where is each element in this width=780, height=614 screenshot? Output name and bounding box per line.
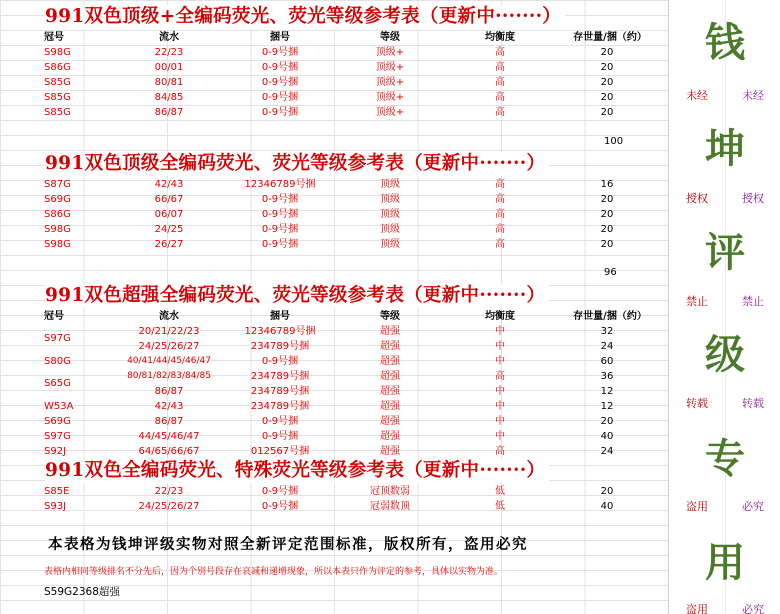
cell-prefix: S85G xyxy=(44,107,71,118)
cell-balance: 高 xyxy=(495,107,505,118)
cell-bundle: 12346789号捆 xyxy=(244,179,316,190)
side-label-left: 授权 xyxy=(686,192,708,205)
header-balance: 均衡度 xyxy=(485,311,515,322)
header-serial-run: 流水 xyxy=(159,311,179,322)
cell-run: 64/65/66/67 xyxy=(138,446,200,457)
cell-grade: 超强 xyxy=(380,446,400,457)
cell-quantity: 40 xyxy=(600,501,614,512)
subtotal-1: 100 xyxy=(604,136,624,147)
cell-run: 42/43 xyxy=(154,401,184,412)
cell-balance: 中 xyxy=(495,416,505,427)
cell-grade: 顶级+ xyxy=(375,77,405,88)
side-char-qian: 钱 xyxy=(705,19,745,66)
cell-grade: 顶级 xyxy=(380,179,400,190)
disclaimer-note: 表格内相同等级排名不分先后，因为个别号段存在哀减和递增现象，所以本表只作为评定的参考，具体以实物为准。 xyxy=(44,567,504,577)
cell-balance: 高 xyxy=(495,62,505,73)
cell-balance: 高 xyxy=(495,77,505,88)
header-serial-prefix: 冠号 xyxy=(44,311,64,322)
cell-balance: 中 xyxy=(495,431,505,442)
cell-bundle: 0-9号捆 xyxy=(261,107,299,118)
cell-quantity: 36 xyxy=(600,371,614,382)
cell-grade: 顶级+ xyxy=(375,107,405,118)
cell-prefix: S85G xyxy=(44,92,71,103)
cell-bundle: 0-9号捆 xyxy=(261,239,299,250)
section-title-3 xyxy=(45,284,549,308)
cell-prefix: S86G xyxy=(44,62,71,73)
side-char-yong: 用 xyxy=(705,539,745,586)
cell-balance: 中 xyxy=(495,356,505,367)
cell-quantity: 16 xyxy=(600,179,614,190)
cell-quantity: 20 xyxy=(600,194,614,205)
cell-bundle: 0-9号捆 xyxy=(261,47,299,58)
cell-quantity: 20 xyxy=(600,239,614,250)
cell-quantity: 20 xyxy=(600,62,614,73)
cell-balance: 高 xyxy=(495,224,505,235)
side-char-ping: 评 xyxy=(705,229,745,276)
header-quantity: 存世量/捆（约） xyxy=(573,311,647,322)
section-title-4 xyxy=(45,459,549,483)
cell-run: 66/67 xyxy=(154,194,184,205)
cell-quantity: 20 xyxy=(600,47,614,58)
side-label-left: 未经 xyxy=(686,89,708,102)
cell-quantity: 20 xyxy=(600,92,614,103)
side-label-right: 必究 xyxy=(742,500,764,513)
cell-grade: 顶级 xyxy=(380,224,400,235)
cell-prefix: S87G xyxy=(44,179,71,190)
cell-run: 84/85 xyxy=(154,92,184,103)
cell-grade: 超强 xyxy=(380,401,400,412)
cell-prefix: S97G xyxy=(44,431,71,442)
cell-bundle: 234789号捆 xyxy=(250,371,310,382)
section-title-2 xyxy=(45,152,549,176)
cell-prefix: S92J xyxy=(44,446,67,457)
cell-bundle: 0-9号捆 xyxy=(261,209,299,220)
cell-run: 80/81 xyxy=(154,77,184,88)
cell-grade: 超强 xyxy=(380,341,400,352)
cell-bundle: 0-9号捆 xyxy=(261,194,299,205)
cell-bundle: 234789号捆 xyxy=(250,401,310,412)
header-bundle: 捆号 xyxy=(270,32,290,43)
side-label-right: 禁止 xyxy=(742,295,764,308)
cell-balance: 高 xyxy=(495,239,505,250)
cell-quantity: 20 xyxy=(600,486,614,497)
cell-run: 40/41/44/45/46/47 xyxy=(127,356,211,366)
cell-prefix: S69G xyxy=(44,416,71,427)
cell-balance: 高 xyxy=(495,446,505,457)
cell-quantity: 20 xyxy=(600,107,614,118)
cell-balance: 高 xyxy=(495,371,505,382)
cell-prefix: S85E xyxy=(44,486,70,497)
cell-run: 22/23 xyxy=(154,47,184,58)
section-title-1-text: 991双色顶级+全编码荧光、荧光等级参考表（更新中·······） xyxy=(45,6,562,27)
cell-quantity: 20 xyxy=(600,209,614,220)
cell-run: 86/87 xyxy=(154,107,184,118)
cell-balance: 高 xyxy=(495,47,505,58)
cell-run: 24/25/26/27 xyxy=(138,501,200,512)
side-label-left: 盗用 xyxy=(686,500,708,513)
cell-run: 86/87 xyxy=(154,416,184,427)
header-grade: 等级 xyxy=(380,311,400,322)
cell-quantity: 60 xyxy=(600,356,614,367)
copyright-notice: 本表格为钱坤评级实物对照全新评定范围标准，版权所有，盗用必究 xyxy=(48,536,528,553)
side-label-right: 授权 xyxy=(742,192,764,205)
cell-grade: 顶级+ xyxy=(375,92,405,103)
cell-run: 80/81/82/83/84/85 xyxy=(127,371,211,381)
cell-grade: 顶级 xyxy=(380,209,400,220)
cell-bundle: 12346789号捆 xyxy=(244,326,316,337)
header-bundle: 捆号 xyxy=(270,311,290,322)
cell-quantity: 12 xyxy=(600,401,614,412)
cell-quantity: 20 xyxy=(600,77,614,88)
cell-grade: 顶级+ xyxy=(375,47,405,58)
cell-prefix: S69G xyxy=(44,194,71,205)
cell-bundle: 234789号捆 xyxy=(250,386,310,397)
cell-balance: 高 xyxy=(495,179,505,190)
cell-prefix: S86G xyxy=(44,209,71,220)
section-title-1 xyxy=(45,5,565,29)
cell-grade: 冠顶数弱 xyxy=(370,486,410,497)
cell-balance: 高 xyxy=(495,194,505,205)
cell-prefix: S93J xyxy=(44,501,67,512)
header-serial-run: 流水 xyxy=(159,32,179,43)
cell-run: 00/01 xyxy=(154,62,184,73)
cell-prefix: S65G xyxy=(44,378,71,389)
cell-run: 24/25/26/27 xyxy=(138,341,200,352)
side-char-zhuan: 专 xyxy=(705,435,745,482)
side-label-left: 禁止 xyxy=(686,295,708,308)
cell-quantity: 24 xyxy=(600,446,614,457)
cell-run: 86/87 xyxy=(154,386,184,397)
cell-balance: 高 xyxy=(495,92,505,103)
header-grade: 等级 xyxy=(380,32,400,43)
cell-balance: 中 xyxy=(495,401,505,412)
side-label-left: 盗用 xyxy=(686,603,708,614)
side-label-right: 转载 xyxy=(742,397,764,410)
cell-run: 22/23 xyxy=(154,486,184,497)
cell-bundle: 0-9号捆 xyxy=(261,431,299,442)
cell-grade: 超强 xyxy=(380,371,400,382)
cell-run: 20/21/22/23 xyxy=(138,326,200,337)
cell-bundle: 0-9号捆 xyxy=(261,92,299,103)
side-panel xyxy=(668,0,780,614)
cell-prefix: S80G xyxy=(44,356,71,367)
subtotal-2: 96 xyxy=(604,267,617,278)
cell-prefix: W53A xyxy=(44,401,74,412)
cell-bundle: 0-9号捆 xyxy=(261,501,299,512)
cell-quantity: 20 xyxy=(600,416,614,427)
cell-grade: 超强 xyxy=(380,386,400,397)
section-title-3-text: 991双色超强全编码荧光、荧光等级参考表（更新中·······） xyxy=(45,285,546,306)
cell-bundle: 0-9号捆 xyxy=(261,356,299,367)
cell-grade: 超强 xyxy=(380,356,400,367)
code-cell: S59G2368超强 xyxy=(44,586,120,598)
cell-prefix: S97G xyxy=(44,333,71,344)
cell-run: 44/45/46/47 xyxy=(138,431,200,442)
cell-quantity: 20 xyxy=(600,224,614,235)
header-balance: 均衡度 xyxy=(485,32,515,43)
cell-grade: 超强 xyxy=(380,326,400,337)
cell-run: 06/07 xyxy=(154,209,184,220)
cell-run: 42/43 xyxy=(154,179,184,190)
cell-quantity: 12 xyxy=(600,386,614,397)
cell-grade: 顶级+ xyxy=(375,62,405,73)
cell-balance: 中 xyxy=(495,341,505,352)
cell-balance: 中 xyxy=(495,326,505,337)
cell-balance: 中 xyxy=(495,386,505,397)
side-char-ji: 级 xyxy=(705,331,745,378)
section-title-2-text: 991双色顶级全编码荧光、荧光等级参考表（更新中·······） xyxy=(45,153,546,174)
header-quantity: 存世量/捆（约） xyxy=(573,32,647,43)
cell-grade: 冠弱数顶 xyxy=(370,501,410,512)
cell-grade: 超强 xyxy=(380,431,400,442)
cell-grade: 顶级 xyxy=(380,194,400,205)
cell-bundle: 0-9号捆 xyxy=(261,416,299,427)
cell-prefix: S98G xyxy=(44,239,71,250)
header-serial-prefix: 冠号 xyxy=(44,32,64,43)
cell-run: 24/25 xyxy=(154,224,184,235)
cell-bundle: 0-9号捆 xyxy=(261,486,299,497)
cell-quantity: 40 xyxy=(600,431,614,442)
cell-bundle: 0-9号捆 xyxy=(261,62,299,73)
cell-quantity: 32 xyxy=(600,326,614,337)
cell-quantity: 24 xyxy=(600,341,614,352)
cell-balance: 高 xyxy=(495,209,505,220)
cell-grade: 超强 xyxy=(380,416,400,427)
side-label-left: 转载 xyxy=(686,397,708,410)
cell-bundle: 0-9号捆 xyxy=(261,224,299,235)
cell-bundle: 012567号捆 xyxy=(250,446,310,457)
cell-prefix: S98G xyxy=(44,224,71,235)
cell-prefix: S85G xyxy=(44,77,71,88)
cell-bundle: 234789号捆 xyxy=(250,341,310,352)
cell-bundle: 0-9号捆 xyxy=(261,77,299,88)
cell-run: 26/27 xyxy=(154,239,184,250)
cell-balance: 低 xyxy=(495,501,505,512)
cell-grade: 顶级 xyxy=(380,239,400,250)
section-title-4-text: 991双色全编码荧光、特殊荧光等级参考表（更新中·······） xyxy=(45,460,546,481)
side-label-right: 必究 xyxy=(742,603,764,614)
cell-prefix: S98G xyxy=(44,47,71,58)
cell-balance: 低 xyxy=(495,486,505,497)
side-label-right: 未经 xyxy=(742,89,764,102)
side-char-kun: 坤 xyxy=(705,125,745,172)
